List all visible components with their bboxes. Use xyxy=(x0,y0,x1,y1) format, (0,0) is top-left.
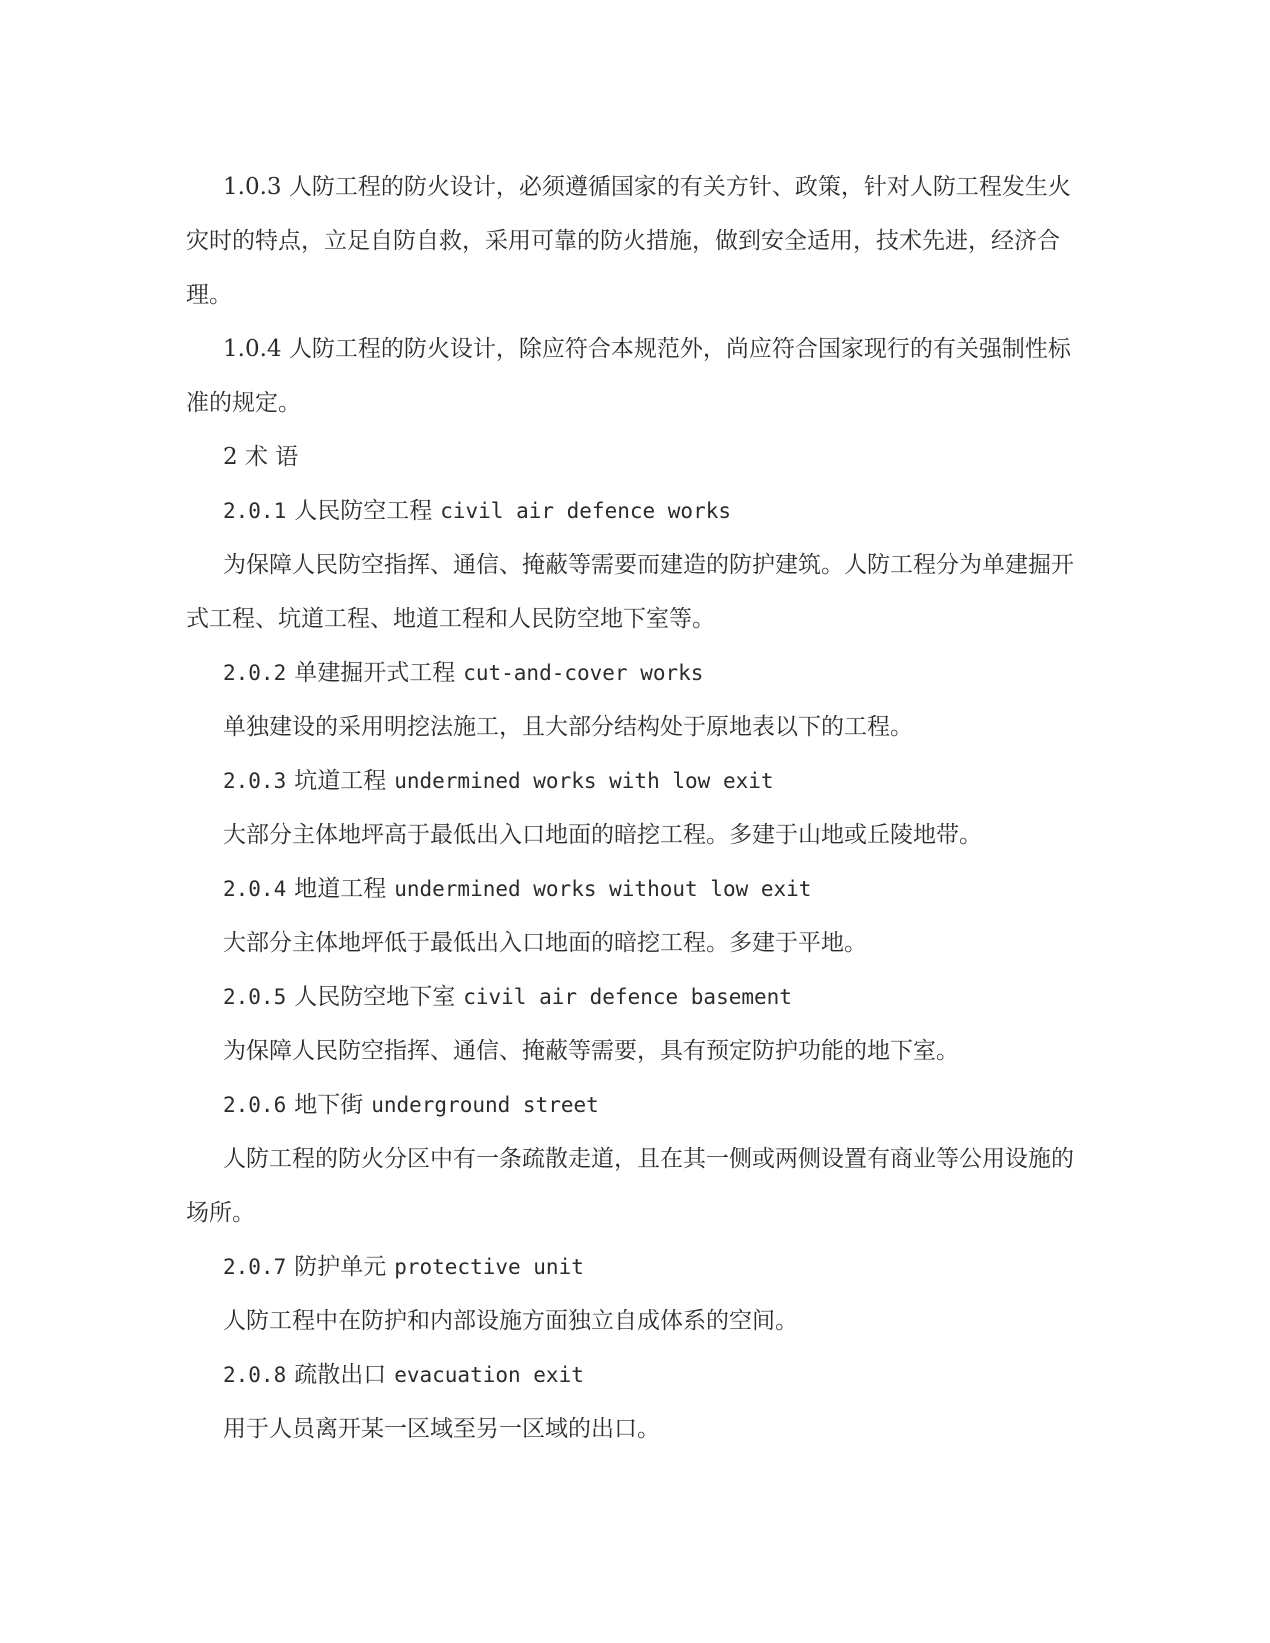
term-en: undermined works with low exit xyxy=(394,769,774,793)
term-2-0-5 xyxy=(186,970,1086,1024)
clause-number: 2.0.2 xyxy=(223,661,287,685)
term-zh: 坑道工程 xyxy=(294,768,387,794)
term-2-0-6 xyxy=(186,1078,1086,1132)
term-zh: 单建掘开式工程 xyxy=(294,660,456,686)
term-zh: 人民防空工程 xyxy=(294,498,433,524)
clause-number: 2.0.1 xyxy=(223,499,287,523)
term-en: civil air defence basement xyxy=(463,985,792,1009)
term-en: evacuation exit xyxy=(394,1363,584,1387)
term-en: cut-and-cover works xyxy=(463,661,704,685)
term-zh: 地下街 xyxy=(294,1092,364,1118)
term-2-0-8 xyxy=(186,1348,1086,1402)
clause-number: 2.0.5 xyxy=(223,985,287,1009)
term-en: underground street xyxy=(371,1093,599,1117)
clause-1-0-3: 1.0.3 人防工程的防火设计，必须遵循国家的有关方针、政策，针对人防工程发生火灾时的特点，立足自防自救，采用可靠的防火措施，做到安全适用，技术先进，经济合理。 xyxy=(186,174,1071,308)
section-heading-terms: 2 术 语 xyxy=(223,444,299,470)
definition-2-0-6: 人防工程的防火分区中有一条疏散走道，且在其一侧或两侧设置有商业等公用设施的场所。 xyxy=(186,1146,1074,1226)
clause-1-0-4: 1.0.4 人防工程的防火设计，除应符合本规范外，尚应符合国家现行的有关强制性标准的规定。 xyxy=(186,336,1071,416)
term-zh: 防护单元 xyxy=(294,1254,387,1280)
document-body xyxy=(186,160,1086,1456)
definition-2-0-2: 单独建设的采用明挖法施工，且大部分结构处于原地表以下的工程。 xyxy=(223,714,913,740)
term-2-0-4 xyxy=(186,862,1086,916)
term-en: civil air defence works xyxy=(440,499,732,523)
clause-number: 2.0.3 xyxy=(223,769,287,793)
definition-2-0-5: 为保障人民防空指挥、通信、掩蔽等需要，具有预定防护功能的地下室。 xyxy=(223,1038,959,1064)
clause-number: 2.0.7 xyxy=(223,1255,287,1279)
term-2-0-1 xyxy=(186,484,1086,538)
term-zh: 人民防空地下室 xyxy=(294,984,456,1010)
term-2-0-2 xyxy=(186,646,1086,700)
definition-2-0-3: 大部分主体地坪高于最低出入口地面的暗挖工程。多建于山地或丘陵地带。 xyxy=(223,822,982,848)
definition-2-0-4: 大部分主体地坪低于最低出入口地面的暗挖工程。多建于平地。 xyxy=(223,930,867,956)
term-en: protective unit xyxy=(394,1255,584,1279)
definition-2-0-8: 用于人员离开某一区域至另一区域的出口。 xyxy=(223,1416,660,1442)
term-en: undermined works without low exit xyxy=(394,877,812,901)
definition-2-0-1: 为保障人民防空指挥、通信、掩蔽等需要而建造的防护建筑。人防工程分为单建掘开式工程、坑道工程、地道工程和人民防空地下室等。 xyxy=(186,552,1074,632)
term-2-0-3 xyxy=(186,754,1086,808)
term-2-0-7 xyxy=(186,1240,1086,1294)
clause-number: 2.0.6 xyxy=(223,1093,287,1117)
term-zh: 地道工程 xyxy=(294,876,387,902)
clause-number: 2.0.4 xyxy=(223,877,287,901)
definition-2-0-7: 人防工程中在防护和内部设施方面独立自成体系的空间。 xyxy=(223,1308,798,1334)
clause-number: 2.0.8 xyxy=(223,1363,287,1387)
term-zh: 疏散出口 xyxy=(294,1362,387,1388)
